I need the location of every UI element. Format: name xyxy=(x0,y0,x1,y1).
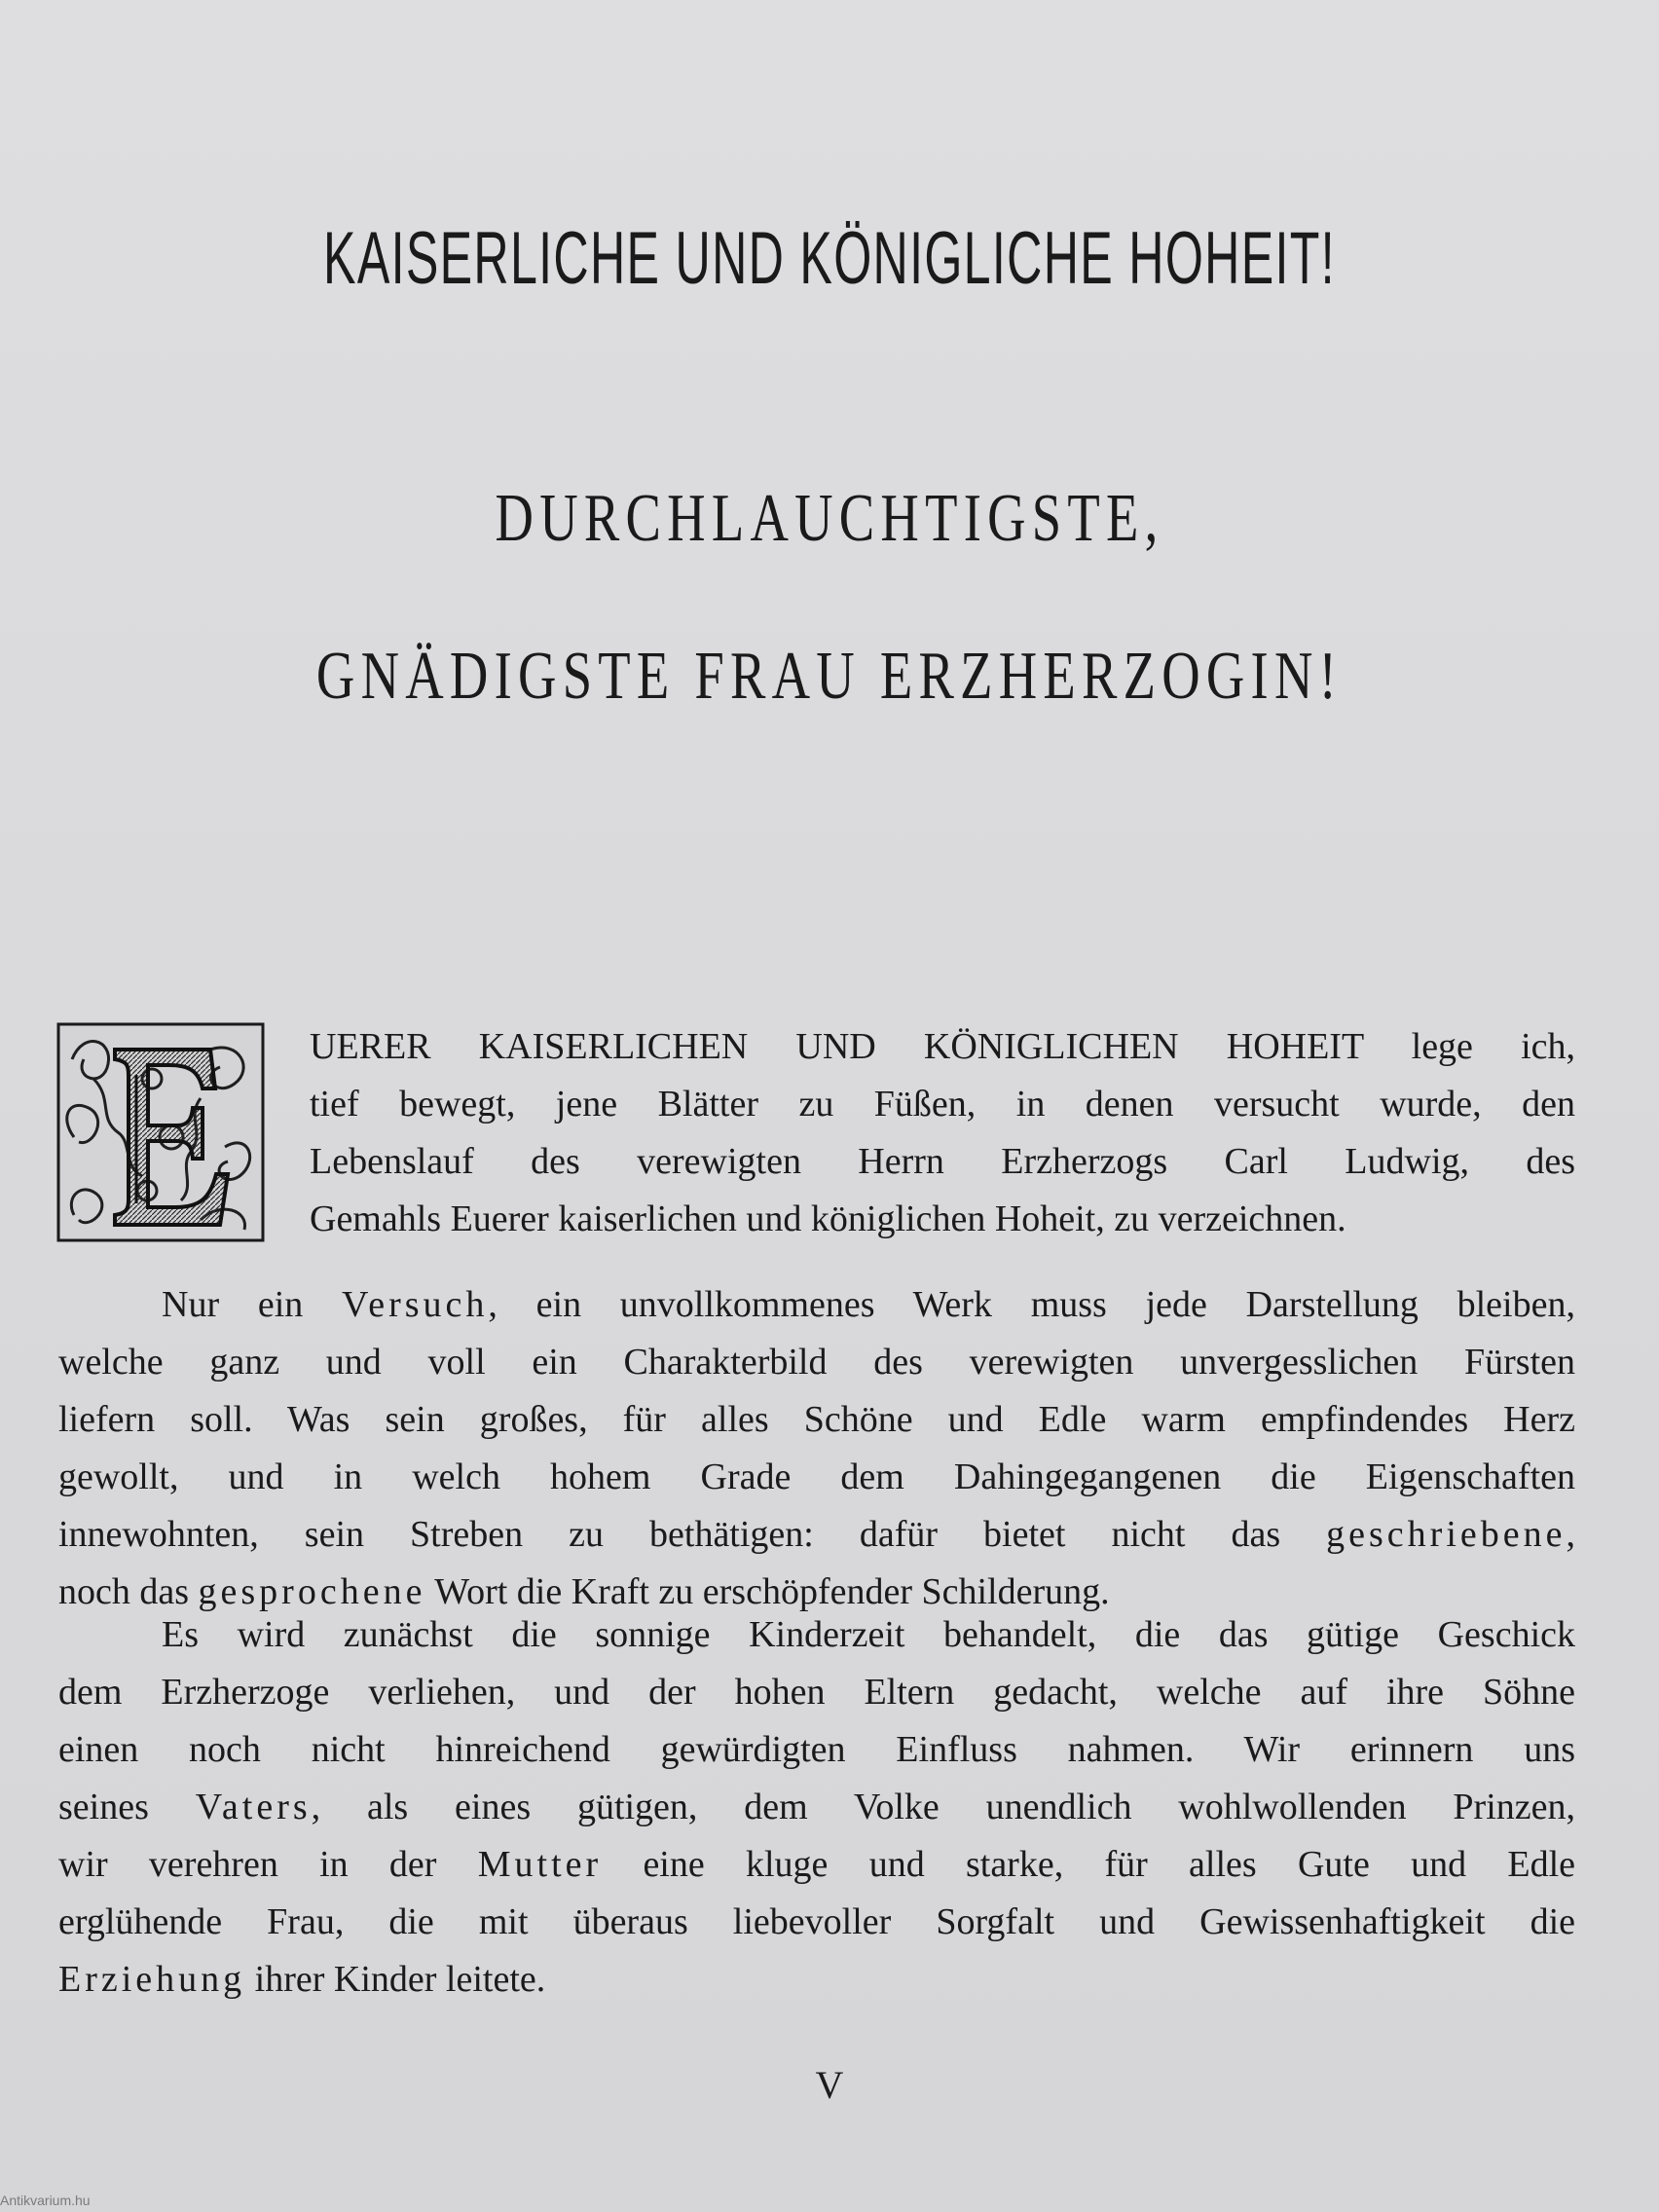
text-span: noch das xyxy=(58,1571,199,1612)
paragraph-2-line-1 xyxy=(58,1276,1575,1334)
text-span: , xyxy=(1566,1514,1575,1555)
paragraph-1-line-3: Lebenslauf des verewigten Herrn Erzherzogs Carl Ludwig, des xyxy=(310,1141,1575,1182)
text-span: innewohnten, sein Streben zu bethätigen: dafür bietet nicht das xyxy=(58,1514,1327,1555)
emphasis-mutter: Mutter xyxy=(477,1844,603,1885)
page-number: V xyxy=(815,2063,844,2107)
paragraph-2 xyxy=(58,1276,1575,1621)
text-span: , ein unvollkommenes Werk muss jede Darstellung bleiben, xyxy=(488,1284,1575,1325)
title-durchlauchtigste: DURCHLAUCHTIGSTE, xyxy=(495,481,1164,556)
watermark: Antikvarium.hu xyxy=(0,2193,91,2208)
ornamental-drop-cap-e xyxy=(55,1020,267,1244)
paragraph-1-line-4: Gemahls Euerer kaiserlichen und königlichen Hoheit, zu verzeichnen. xyxy=(310,1198,1346,1239)
emphasis-versuch: Versuch xyxy=(342,1284,489,1325)
text-span: Nur ein xyxy=(162,1284,342,1325)
paragraph-2-line-2: welche ganz und voll ein Charakterbild des verewigten unvergesslichen Fürsten xyxy=(58,1342,1575,1382)
title-kaiserliche-hoheit: KAISERLICHE UND KÖNIGLICHE HOHEIT! xyxy=(323,217,1336,300)
title-erzherzogin: GNÄDIGSTE FRAU ERZHERZOGIN! xyxy=(315,639,1344,714)
paragraph-3-line-6: erglühende Frau, die mit überaus liebevoller Sorgfalt und Gewissenhaftigkeit die xyxy=(58,1901,1575,1942)
paragraph-1-line-2: tief bewegt, jene Blätter zu Füßen, in denen versucht wurde, den xyxy=(310,1084,1575,1124)
text-span: , als eines gütigen, dem Volke unendlich wohlwollenden Prinzen, xyxy=(311,1787,1575,1827)
emphasis-gesprochene: gesprochene xyxy=(198,1571,426,1612)
text-span: ihrer Kinder leitete. xyxy=(245,1959,546,2000)
paragraph-3-line-3: einen noch nicht hinreichend gewürdigten Einfluss nahmen. Wir erinnern uns xyxy=(58,1729,1575,1770)
emphasis-geschriebene: geschriebene xyxy=(1326,1514,1567,1555)
paragraph-3 xyxy=(58,1606,1575,2009)
emphasis-erziehung: Erziehung xyxy=(58,1959,246,2000)
opening-line-rest: lege ich, xyxy=(1363,1026,1576,1067)
text-span: wir verehren in der xyxy=(58,1844,478,1885)
paragraph-1 xyxy=(310,1018,1575,1248)
text-span: eine kluge und starke, für alles Gute und Edle xyxy=(602,1844,1575,1885)
small-caps-opening: UERER KAISERLICHEN UND KÖNIGLICHEN HOHEIT xyxy=(310,1026,1364,1067)
paragraph-3-line-2: dem Erzherzoge verliehen, und der hohen Eltern gedacht, welche auf ihre Söhne xyxy=(58,1672,1575,1713)
paragraph-3-line-1: Es wird zunächst die sonnige Kinderzeit behandelt, die das gütige Geschick xyxy=(162,1614,1575,1655)
paragraph-2-line-4: gewollt, und in welch hohem Grade dem Dahingegangenen die Eigenschaften xyxy=(58,1456,1575,1497)
paragraph-2-line-5 xyxy=(58,1506,1575,1564)
text-span: seines xyxy=(58,1787,196,1827)
emphasis-vaters: Vaters xyxy=(195,1787,312,1827)
paragraph-3-line-5 xyxy=(58,1836,1575,1894)
paragraph-3-line-7 xyxy=(58,1951,1575,2009)
text-span: Wort die Kraft zu erschöpfender Schilderung. xyxy=(425,1571,1110,1612)
paragraph-1-line-1 xyxy=(310,1018,1575,1076)
paragraph-2-line-3: liefern soll. Was sein großes, für alles Schöne und Edle warm empfindendes Herz xyxy=(58,1399,1575,1440)
paragraph-3-line-4 xyxy=(58,1779,1575,1836)
